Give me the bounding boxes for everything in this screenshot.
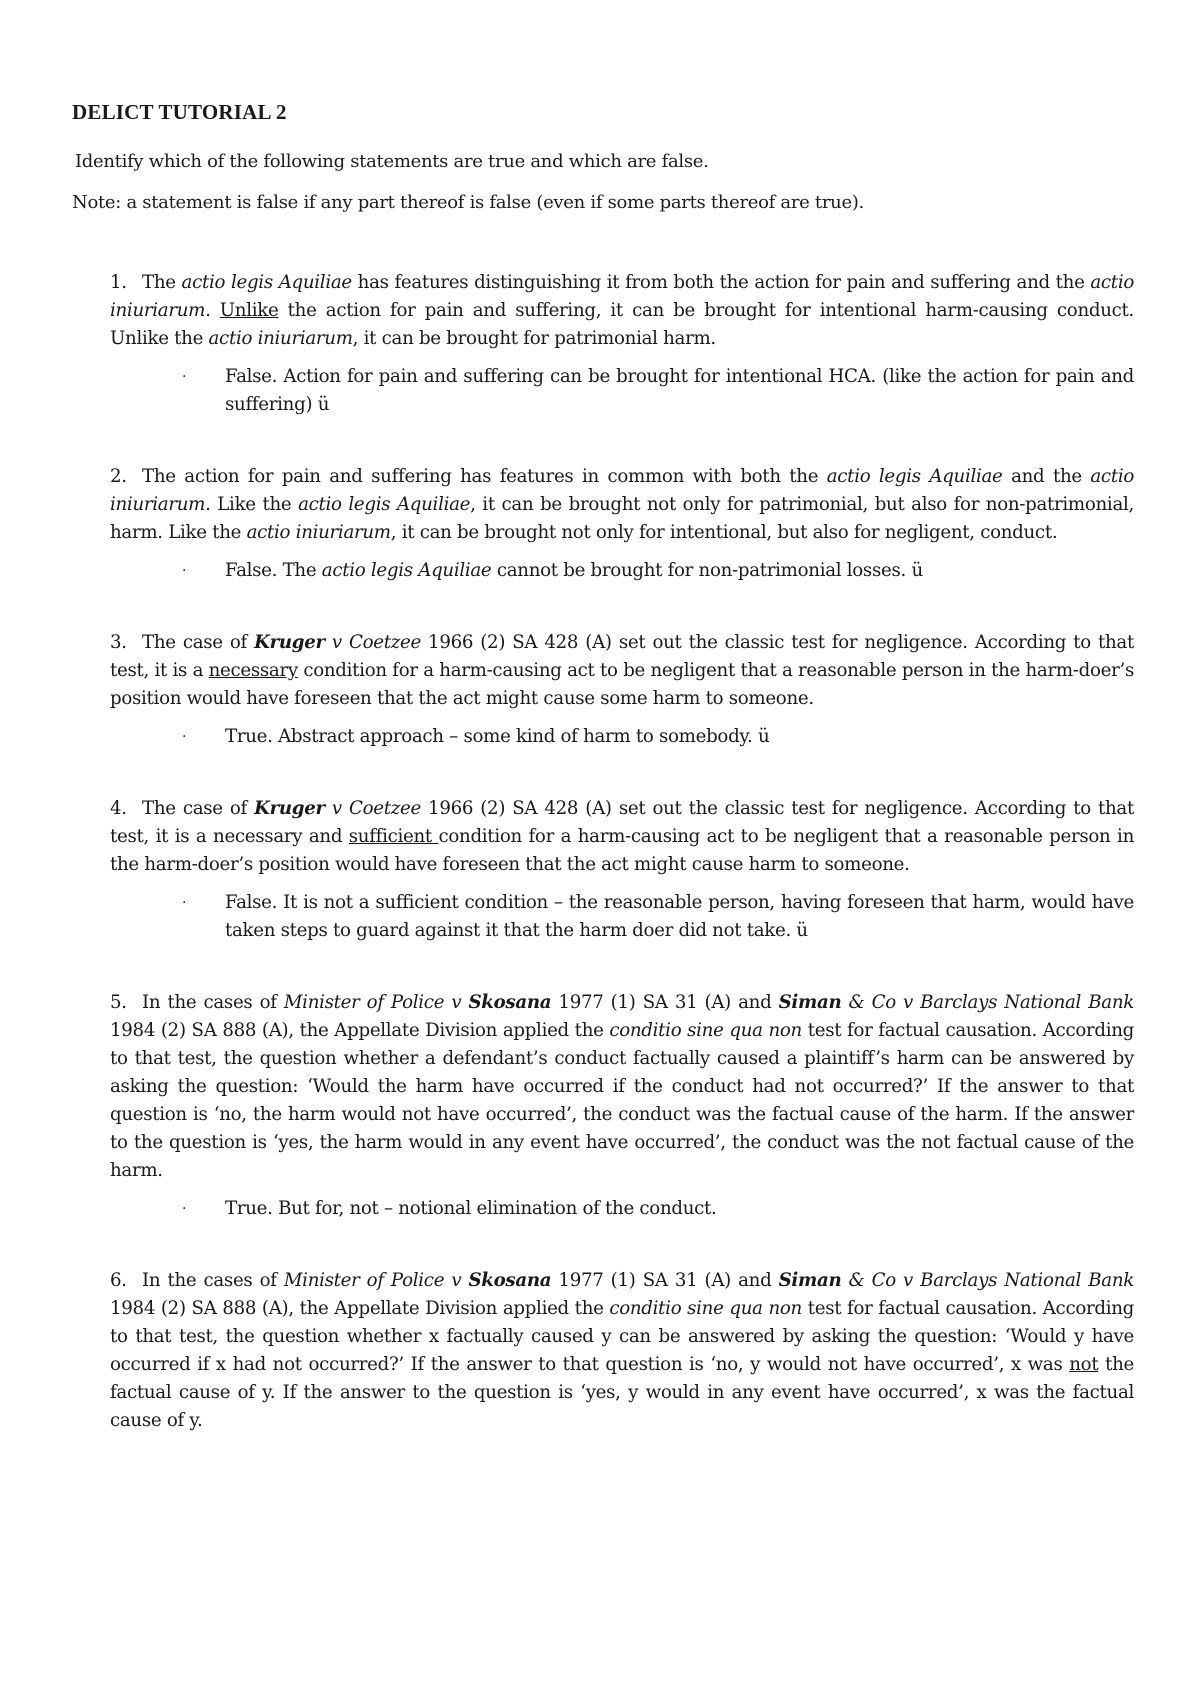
text-span: test for factual causation. According to that test, the question whether x factually caused y can be answered by asking the question: ‘Would y have occurred if x had not occurred?’ If the answer to that question is ‘no, y would not have occurred’, x was: [110, 1298, 1134, 1375]
case-term: actio legis Aquiliae: [321, 560, 492, 581]
question-text: [110, 795, 1134, 879]
spacer: [72, 585, 1134, 629]
answer-3: [182, 723, 1134, 751]
text-span: The case of: [142, 798, 255, 819]
case-term: v: [324, 798, 349, 819]
text-span: , it can be brought not only for patrimonial, but also for non-patrimonial, harm. Like the: [110, 494, 1134, 543]
text-span: 1984 (2) SA 888 (A), the Appellate Division applied the: [110, 1020, 610, 1041]
case-term: actio legis Aquiliae: [298, 494, 471, 515]
answer-5: [182, 1195, 1134, 1223]
case-party: Coetzee: [348, 632, 421, 653]
text-span: condition for a harm-causing act to be negligent that a reasonable person in the harm-doer’s position would have foreseen that the act might cause some harm to someone.: [110, 660, 1135, 709]
question-text: [110, 1267, 1134, 1435]
question-3: [110, 629, 1134, 751]
text-span: 1966 (2) SA 428 (A) set out the classic test for negligence. According to that test, it is a: [110, 632, 1134, 681]
text-span: 1966 (2) SA 428 (A) set out the classic test for negligence. According to that test, it is a necessary and: [110, 798, 1134, 847]
case-party: Kruger: [254, 798, 325, 819]
text-span: The: [142, 272, 182, 293]
case-term: conditio sine qua non: [609, 1298, 802, 1319]
question-text: [110, 269, 1134, 353]
text-span: 1977 (1) SA 31 (A) and: [551, 992, 779, 1013]
question-6: [110, 1267, 1134, 1435]
case-term: actio iniuriarum: [110, 272, 1134, 321]
text-span: and the: [1002, 466, 1091, 487]
case-party: & Co v Barclays National Bank: [841, 1270, 1134, 1291]
text-span: 1984 (2) SA 888 (A), the Appellate Division applied the: [110, 1298, 610, 1319]
text-span: test for factual causation. According to that test, the question whether a defendant’s conduct factually caused a plaintiff’s harm can be answered by asking the question: ‘Would the harm have occurred if the conduct had not occurred?’ If the answer to that question is ‘no, the harm would not have occurred’, the conduct was the factual cause of the harm. If the answer to the question is ‘yes, the harm would in any event have occurred’, the conduct was the not factual cause of the harm.: [110, 1020, 1134, 1181]
text-span: , it can be brought not only for intentional, but also for negligent, conduct.: [390, 522, 1058, 543]
document-title: DELICT TUTORIAL 2: [72, 100, 287, 124]
case-party: & Co v Barclays National Bank: [841, 992, 1134, 1013]
text-span: .: [205, 300, 220, 321]
bullet-icon: ·: [182, 729, 187, 745]
instructions: Identify which of the following statements are true and which are false.: [75, 151, 709, 172]
question-1: [110, 269, 1134, 419]
underlined-term: not: [1069, 1354, 1099, 1375]
answer-text: True. But for, not – notional elimination of the conduct.: [225, 1198, 717, 1219]
answer-text: True. Abstract approach – some kind of harm to somebody. ü: [225, 726, 770, 747]
text-span: has features distinguishing it from both the action for pain and suffering and the: [351, 272, 1091, 293]
text-span: The case of: [142, 632, 255, 653]
answer-text: False. It is not a sufficient condition – the reasonable person, having foreseen that harm, would have taken steps to guard against it that the harm doer did not take. ü: [225, 892, 1134, 941]
case-party: Siman: [778, 1270, 842, 1291]
question-number: 1.: [110, 272, 127, 293]
case-party: Skosana: [468, 1270, 552, 1291]
underlined-term: sufficient: [348, 826, 439, 847]
text-span: the action for pain and suffering, it can be brought for intentional harm-causing conduct. Unlike the: [110, 300, 1134, 349]
case-party: Minister of Police v: [283, 1270, 469, 1291]
text-span: In the cases of: [142, 992, 284, 1013]
answer-4: [182, 889, 1134, 945]
text-span: In the cases of: [142, 1270, 284, 1291]
answer-2: [182, 557, 1134, 585]
case-term: actio iniuriarum: [110, 466, 1134, 515]
case-term: actio iniuriarum: [208, 328, 353, 349]
question-number: 6.: [110, 1270, 127, 1291]
underlined-term: necessary: [208, 660, 298, 681]
question-number: 5.: [110, 992, 127, 1013]
spacer: [72, 751, 1134, 795]
case-party: Kruger: [254, 632, 325, 653]
question-number: 3.: [110, 632, 127, 653]
case-party: Minister of Police v: [283, 992, 469, 1013]
bullet-icon: ·: [182, 895, 187, 911]
text-span: condition for a harm-causing act to be negligent that a reasonable person in the harm-doer’s position would have foreseen that the act might cause harm to someone.: [110, 826, 1134, 875]
case-party: Skosana: [468, 992, 552, 1013]
question-text: [110, 989, 1134, 1185]
question-text: [110, 463, 1134, 547]
case-term: actio legis Aquiliae: [181, 272, 352, 293]
text-span: , it can be brought for patrimonial harm.: [352, 328, 716, 349]
case-term: conditio sine qua non: [609, 1020, 802, 1041]
bullet-icon: ·: [182, 563, 187, 579]
text-span: 1977 (1) SA 31 (A) and: [551, 1270, 779, 1291]
answer-text: False. The: [225, 560, 322, 581]
question-text: [110, 629, 1134, 713]
bullet-icon: ·: [182, 1201, 187, 1217]
note: Note: a statement is false if any part thereof is false (even if some parts thereof are true).: [72, 192, 864, 213]
question-2: [110, 463, 1134, 585]
question-4: [110, 795, 1134, 945]
text-span: . Like the: [205, 494, 299, 515]
spacer: [72, 1223, 1134, 1267]
case-term: actio legis Aquiliae: [826, 466, 1003, 487]
question-list: [72, 269, 1134, 1435]
question-number: 4.: [110, 798, 127, 819]
underlined-term: Unlike: [219, 300, 279, 321]
case-party: Siman: [778, 992, 842, 1013]
spacer: [72, 945, 1134, 989]
answer-text: cannot be brought for non-patrimonial losses. ü: [491, 560, 923, 581]
spacer: [72, 419, 1134, 463]
text-span: The action for pain and suffering has features in common with both the: [142, 466, 827, 487]
answer-1: [182, 363, 1134, 419]
bullet-icon: ·: [182, 369, 187, 385]
case-term: actio iniuriarum: [246, 522, 391, 543]
case-party: Coetzee: [348, 798, 421, 819]
question-number: 2.: [110, 466, 127, 487]
case-term: v: [324, 632, 349, 653]
answer-text: False. Action for pain and suffering can be brought for intentional HCA. (like the action for pain and suffering) ü: [225, 366, 1134, 415]
text-span: the factual cause of y. If the answer to the question is ‘yes, y would in any event have occurred’, x was the factual cause of y.: [110, 1354, 1134, 1431]
question-5: [110, 989, 1134, 1223]
